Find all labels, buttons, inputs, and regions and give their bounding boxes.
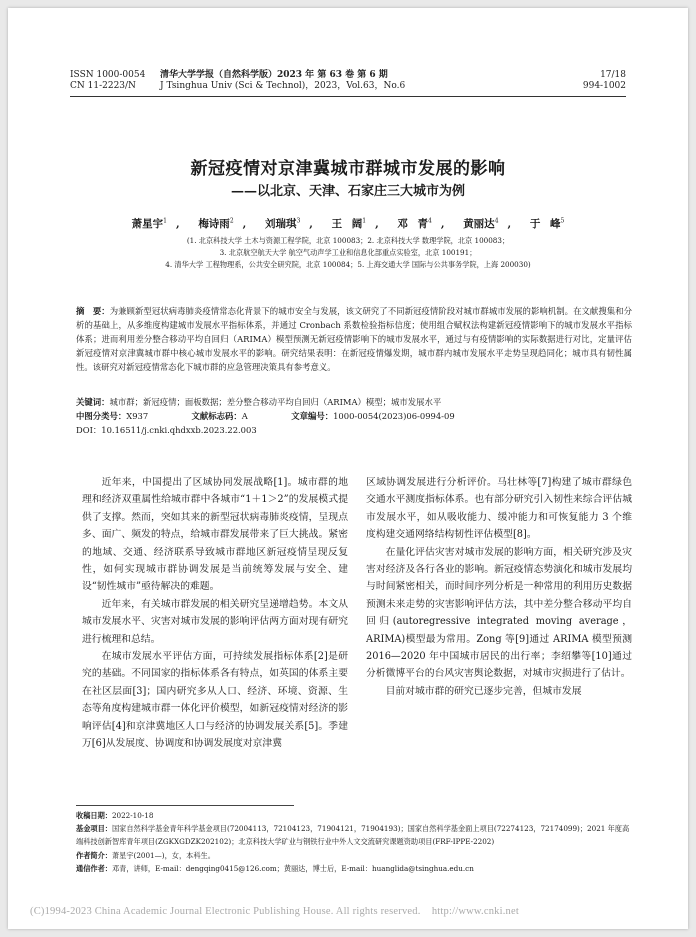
footnote-funding: 基金项目：国家自然科学基金青年科学基金项目(72004113，72104123，71904121，71904193)；国家自然科学基金面上项目(72274123，72174099)；2021 年度高端科技创新智库青年项目(ZGKXGDZK202102)；北京科技大学矿业与钢铁行业中外人文交流研究课题资助项目(FRF-IPPE-2202) (76, 824, 630, 847)
page-numbers: 994-1002 (582, 81, 626, 91)
affiliation-line: (1. 北京科技大学 土木与资源工程学院，北京 100083；2. 北京科技大学 数理学院，北京 100083； (186, 236, 510, 245)
body-column-left (82, 474, 348, 753)
header-journal-block (160, 70, 405, 92)
doi: DOI：10.16511/j.cnki.qhdxxb.2023.22.003 (76, 425, 257, 435)
header-page-block (583, 70, 626, 92)
issn: ISSN 1000-0054 (70, 70, 146, 80)
body-paragraph: 在量化评估灾害对城市发展的影响方面，相关研究涉及灾害对经济及各行各业的影响。新冠疫情态势演化和城市发展均与时间紧密相关，而时间序列分析是一种常用的利用历史数据预测未来走势的灾害影响评估方法，其中差分整合移动平均自回归(autoregressive integrated moving average，ARIMA)模型最为常用。Zong 等[9]通过 ARIMA 模型预测 2016—2020 年中国城市居民的出行率；李绍攀等[10]通过分析微博平台的台风灾害舆论数据，对城市灾损进行了估计。 (366, 546, 632, 680)
keywords (76, 396, 632, 408)
abstract-text: 为兼顾新型冠状病毒肺炎疫情常态化背景下的城市安全与发展，该文研究了不同新冠疫情阶段对城市群城市发展的影响机制。在文献搜集和分析的基础上，从多维度构建城市发展水平指标体系，并通过 Cronbach 系数检验指标信度；使用组合赋权法构建新冠疫情影响下的城市发展水平指标体系；进而利用差分整合移动平均自回归（ARIMA）模型预测无新冠疫情影响下的城市发展水平，通过与有疫情影响的实际数据进行对比，定量评估新冠疫情对京津冀城市群中核心城市发展水平的影响。研究结果表明：在新冠疫情爆发期，城市群内城市发展水平走势呈现趋同化；城市具有韧性属性。该研究对新冠疫情常态化下城市群的应急管理决策具有参考意义。 (76, 306, 632, 372)
paper-subtitle: ——以北京、天津、石家庄三大城市为例 (230, 184, 465, 199)
keywords-label: 关键词： (76, 397, 110, 407)
journal-name-cn: 清华大学学报（自然科学版）2023 年 第 63 卷 第 6 期 (160, 70, 388, 80)
author: 于 峰$^5$ (529, 217, 565, 230)
abstract (76, 304, 632, 374)
footnote-author: 作者简介：萧星宇(2001—)，女，本科生。 (76, 850, 215, 860)
page-range: 17/18 (600, 70, 626, 80)
footnotes (76, 809, 632, 875)
footnote-corresponding: 通信作者：邓青，讲师，E-mail：dengqing0415@126.com；黄丽达，博士后，E-mail：huanglida@tsinghua.edu.cn (76, 863, 474, 873)
classification-line: 中图分类号：X937 文献标志码：A 文章编号：1000-0054(2023)06-0994-09 (76, 411, 455, 421)
doc-code: A (241, 411, 248, 421)
author: 刘瑞琪$^3$ (264, 217, 301, 230)
author: 黄丽达$^4$ (463, 217, 499, 230)
author-list: 萧星宇$^1$ , 梅诗雨$^2$ , 刘瑞琪$^3$ , 王 阔$^1$ , 邓 青$^4$ , 黄丽达$^4$ , 于 峰$^5$ (131, 217, 565, 230)
cnki-watermark: (C)1994-2023 China Academic Journal Electronic Publishing House. All rights reserved. http://www.cnki.net (30, 906, 519, 917)
author: 萧星宇$^1$ (131, 217, 167, 230)
body-paragraph: 在城市发展水平评估方面，可持续发展指标体系[2]是研究的基础。不同国家的指标体系各有特点，如英国的体系主要在社区层面[3]；国内研究多从人口、经济、环境、资源、生态等角度构建城市群一体化评价模型，如新冠疫情对经济的影响评估[4]和京津冀地区人口与经济的协调发展关系[5]。季建万[6]从发展度、协调度和协调发展度对京津冀 (82, 651, 348, 750)
header-issn-block (70, 70, 145, 92)
author: 邓 青$^4$ (397, 217, 432, 230)
footnote-divider (76, 805, 294, 806)
body-column-right (366, 474, 632, 700)
article-number: 1000-0054(2023)06-0994-09 (333, 411, 455, 421)
affiliation-line: 4. 清华大学 工程物理系，公共安全研究院，北京 100084；5. 上海交通大学 国际与公共事务学院，上海 200030) (165, 260, 531, 269)
body-paragraph: 近年来，有关城市群发展的相关研究呈递增趋势。本文从城市发展水平、灾害对城市发展的影响评估两方面对现有研究进行梳理和总结。 (82, 598, 348, 645)
keywords-text: 城市群；新冠疫情；面板数据；差分整合移动平均自回归（ARIMA）模型；城市发展水平 (109, 397, 442, 407)
body-paragraph: 近年来，中国提出了区域协同发展战略[1]。城市群的地理和经济双重属性给城市群中各城市“1＋1＞2”的发展模式提供了支撑。然而，突如其来的新型冠状病毒肺炎疫情，呈现点多、面广、频发的特点，给城市群发展带来了巨大挑战。紧密的地域、交通、经济联系导致城市群地区新冠疫情呈现反复性，如何实现城市群协调发展是当前统筹发展与安全、建设“韧性城市”亟待解决的难题。 (82, 477, 348, 593)
header-divider (70, 96, 626, 97)
footnote-received: 收稿日期：2022-10-18 (76, 811, 154, 820)
abstract-label: 摘 要： (76, 306, 110, 316)
body-paragraph: 目前对城市群的研究已逐步完善，但城市发展 (385, 685, 582, 697)
body-paragraph-continued: 区域协调发展进行分析评价。马壮林等[7]构建了城市群绿色交通水平测度指标体系。也有部分研究引入韧性来综合评估城市发展水平，如从吸收能力、缓冲能力和可恢复能力 3 个维度构建交通网络结构韧性评估模型[8]。 (366, 477, 632, 541)
cn-number: CN 11-2223/N (70, 81, 136, 91)
author: 王 阔$^1$ (331, 217, 367, 230)
paper-page (8, 8, 688, 929)
clc-number: X937 (126, 411, 149, 421)
affiliation-line: 3. 北京航空航天大学 航空气动声学工业和信息化部重点实验室，北京 100191； (219, 248, 477, 257)
paper-title: 新冠疫情对京津冀城市群城市发展的影响 (190, 159, 506, 179)
journal-name-en: J Tsinghua Univ (Sci & Technol)，2023，Vol.63，No.6 (160, 81, 406, 91)
author: 梅诗雨$^2$ (198, 217, 234, 230)
